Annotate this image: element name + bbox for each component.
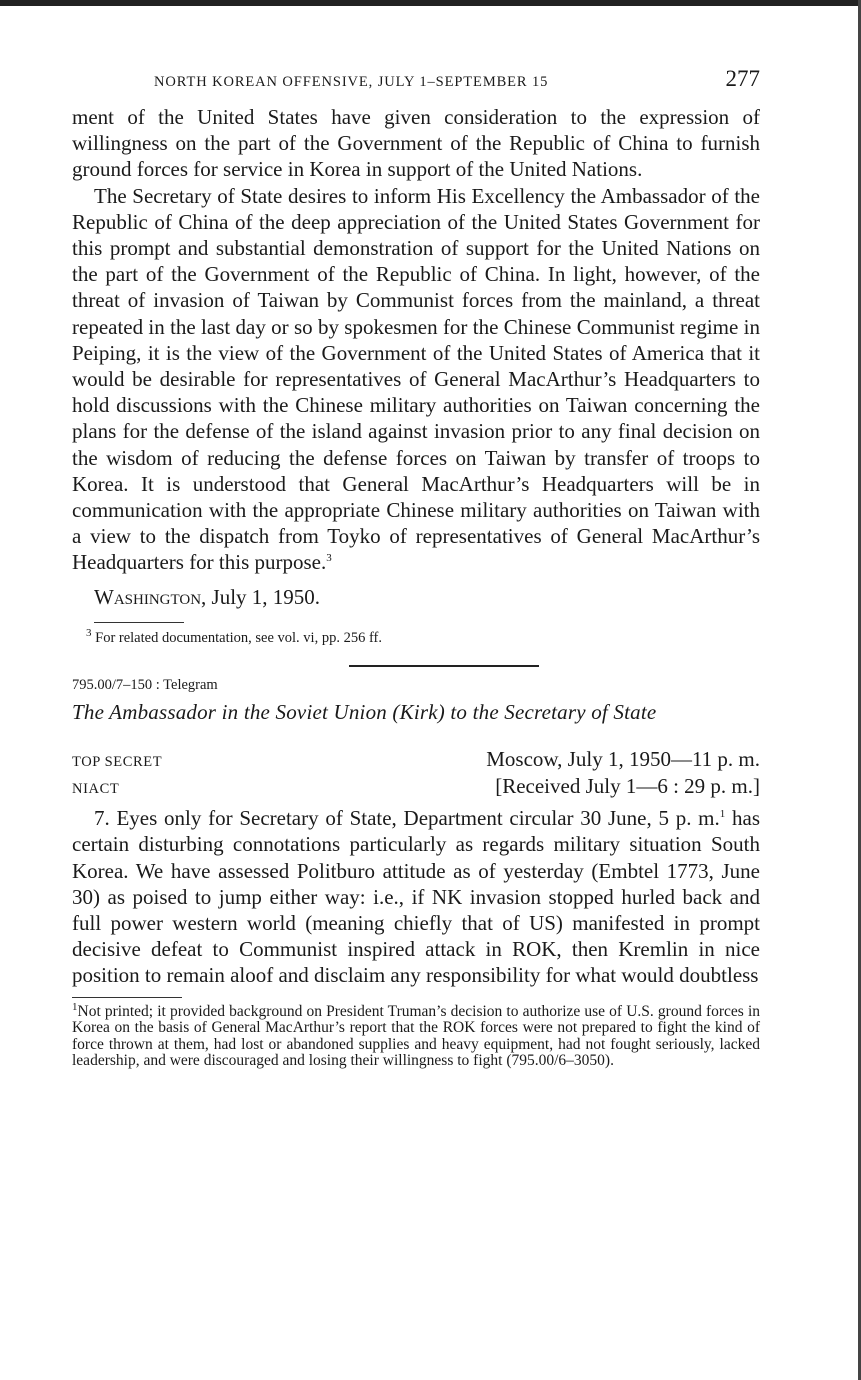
footnote-ref-3: 3	[326, 552, 332, 565]
memo-place-date	[94, 584, 760, 610]
running-head-title: NORTH KOREAN OFFENSIVE, JULY 1–SEPTEMBER 15	[154, 74, 549, 90]
footnote-1-text: Not printed; it provided background on President Truman’s decision to authorize use of U.S. ground forces in Korea on the basis of General MacArthur’s report that the ROK forces were not prepared to fight the kind of force thrown at them, had lost or abandoned supplies and heavy equipment, had not fought seriously, lacked leadership, and were discouraged and losing their willingness to fight (795.00/6–3050).	[72, 1003, 760, 1070]
footnote-rule-top	[94, 622, 184, 624]
memo-paragraph-1: ment of the United States have given consideration to the expression of willingness on the part of the Government of the Republic of China to furnish ground forces for service in Korea in support of the United Nations.	[72, 105, 760, 182]
top-border	[0, 0, 861, 6]
classification-label: TOP SECRET	[72, 754, 163, 771]
page-number: 277	[725, 66, 760, 91]
memo-paragraph-2-text: The Secretary of State desires to inform His Excellency the Ambassador of the Republic of China of the deep appreciation of the United States Government for this prompt and substantial demonstration of support for the United Nations on the part of the Government of the Republic of China. In light, however, of the threat of invasion of Taiwan by Communist forces from the mainland, a threat repeated in the last day or so by spokesmen for the Chinese Communist regime in Peiping, it is the view of the Government of the United States of America that it would be desirable for representatives of General MacArthur’s Headquarters to hold discussions with the Chinese military authorities on Taiwan concerning the plans for the defense of the island against invasion prior to any final decision on the wisdom of reducing the defense forces on Taiwan by transfer of troops to Korea. It is understood that General MacArthur’s Headquarters will be in communication with the appropriate Chinese military authorities on Taiwan with a view to the dispatch from Toyko of representatives of General MacArthur’s Headquarters for this purpose.	[72, 183, 760, 575]
telegram-dateline: Moscow, July 1, 1950—11 p. m.	[486, 747, 760, 772]
received-line: [Received July 1—6 : 29 p. m.]	[495, 774, 760, 799]
footnote-3-text: For related documentation, see vol. vi, pp. 256 ff.	[91, 630, 382, 647]
footnote-1	[72, 1000, 760, 1070]
memo-date: , July 1, 1950.	[201, 584, 321, 609]
footnote-rule-bottom	[72, 997, 182, 999]
telegram-paragraph	[72, 805, 760, 988]
file-reference: 795.00/7–150 : Telegram	[72, 677, 218, 694]
document-title: The Ambassador in the Soviet Union (Kirk) to the Secretary of State	[72, 700, 657, 725]
telegram-header-row-1	[72, 747, 760, 774]
memo-paragraph-2	[72, 183, 760, 576]
section-divider	[349, 665, 539, 667]
telegram-header-row-2	[72, 774, 760, 801]
footnote-1-mark: 1	[72, 1000, 78, 1013]
footnote-ref-1: 1	[719, 808, 726, 821]
footnote-3	[86, 629, 760, 647]
document-page	[72, 64, 760, 1070]
running-head	[72, 64, 760, 104]
footnote-3-mark: 3	[86, 627, 92, 640]
telegram-paragraph-rest: has certain disturbing connotations particularly as regards military situation South Korea. We have assessed Politburo attitude as of yesterday (Embtel 1773, June 30) as poised to jump either way: i.e., if NK invasion stopped hurled back and full power western world (meaning chiefly that of US) manifested in prompt decisive defeat to Communist inspired attack in ROK, then Kremlin in nice position to remain aloof and disclaim any responsibility for what would doubtless	[72, 806, 760, 988]
memo-place: Washington	[94, 584, 202, 609]
handling-label: NIACT	[72, 781, 120, 798]
telegram-paragraph-start: 7. Eyes only for Secretary of State, Department circular 30 June, 5 p. m.	[94, 806, 720, 831]
